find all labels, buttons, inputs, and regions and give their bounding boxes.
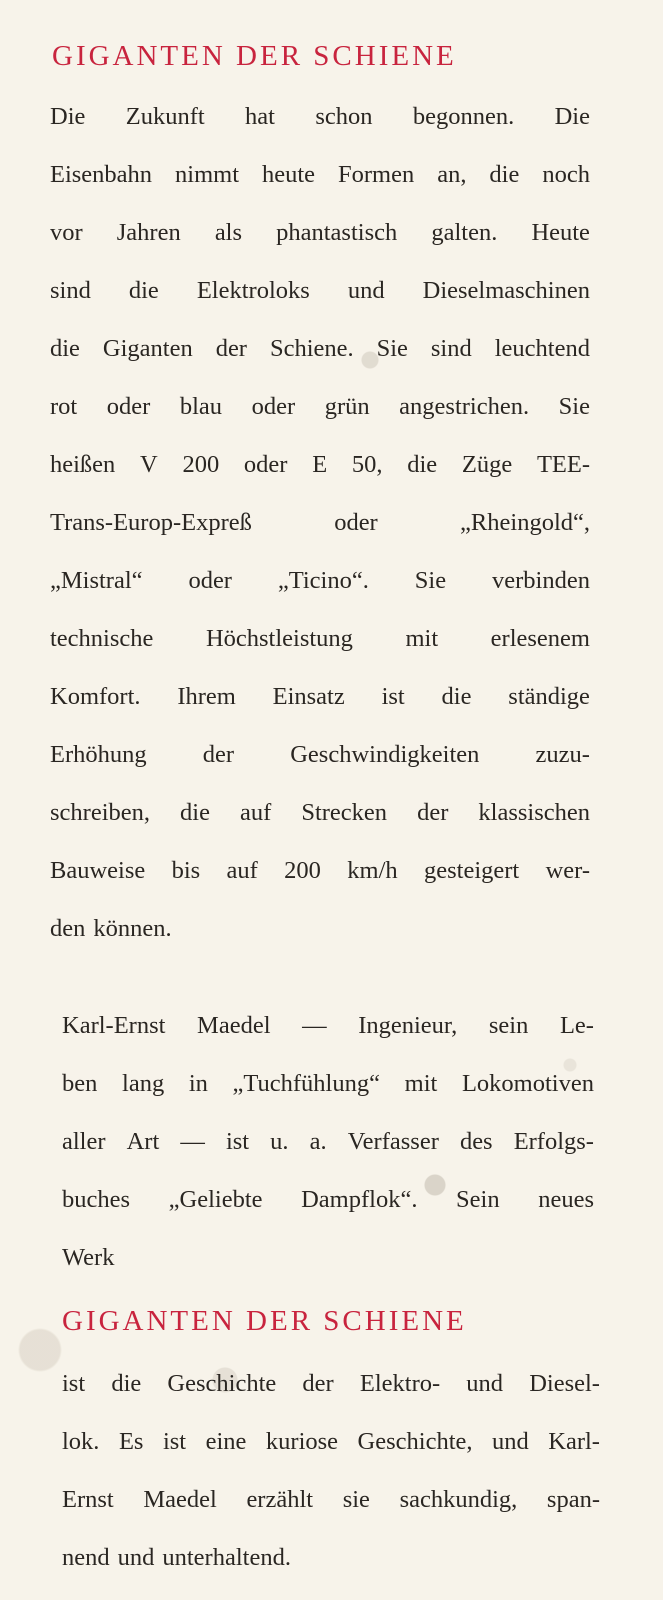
text-line: [62, 997, 594, 1055]
word: Maedel: [197, 1012, 271, 1039]
text-line: [50, 204, 590, 262]
word: wer-: [545, 857, 590, 884]
title-heading: GIGANTEN DER SCHIENE: [52, 40, 457, 72]
word: Eisenbahn: [50, 161, 153, 188]
word: und: [466, 1370, 504, 1397]
word: oder: [251, 393, 296, 420]
text-line: [50, 668, 590, 726]
word: Erhöhung: [50, 741, 147, 768]
text-line: [50, 726, 590, 784]
word: Ernst: [62, 1486, 114, 1513]
word: auf: [240, 799, 272, 826]
word: span-: [546, 1486, 600, 1513]
word: „Tuchfühlung“: [232, 1070, 380, 1097]
word: E: [312, 451, 328, 478]
word: Dampflok“.: [301, 1186, 418, 1213]
word: ben: [62, 1070, 98, 1097]
text-line: [62, 1355, 600, 1413]
word: 50,: [351, 451, 383, 478]
word: lang: [122, 1070, 165, 1097]
word: TEE-: [536, 451, 590, 478]
text-line: [50, 842, 590, 900]
word: Dieselmaschinen: [422, 277, 590, 304]
word: den: [50, 915, 86, 942]
word: Formen: [338, 161, 415, 188]
word: nimmt: [175, 161, 240, 188]
word: die: [407, 451, 438, 478]
word: die: [50, 335, 80, 362]
word: und: [492, 1428, 529, 1455]
word: Bauweise: [50, 857, 146, 884]
word: heißen: [50, 451, 116, 478]
word: Heute: [531, 219, 590, 246]
word: Erfolgs-: [513, 1128, 594, 1155]
word: oder: [334, 509, 378, 536]
text-line: [50, 494, 590, 552]
word: der: [215, 335, 247, 362]
word: u.: [270, 1128, 289, 1155]
text-line: [50, 320, 590, 378]
word: klassischen: [478, 799, 590, 826]
word: Es: [118, 1428, 144, 1455]
word: in: [188, 1070, 208, 1097]
word: und: [347, 277, 385, 304]
word: noch: [542, 161, 590, 188]
word: aller: [62, 1128, 106, 1155]
text-line: [62, 1529, 600, 1587]
word: leuchtend: [494, 335, 590, 362]
word: ist: [162, 1428, 187, 1455]
word: mit: [404, 1070, 438, 1097]
word: Einsatz: [272, 683, 345, 710]
word: 200: [284, 857, 321, 884]
text-line: [62, 1229, 594, 1287]
word: —: [302, 1012, 327, 1039]
word: unterhaltend.: [162, 1544, 291, 1571]
word: und: [117, 1544, 155, 1571]
word: Die: [50, 103, 86, 130]
word: V: [140, 451, 158, 478]
word: heute: [261, 161, 316, 188]
word: Maedel: [143, 1486, 217, 1513]
word: als: [214, 219, 243, 246]
word: nend: [62, 1544, 110, 1571]
word: oder: [243, 451, 288, 478]
word: Züge: [461, 451, 513, 478]
word: angestrichen.: [399, 393, 530, 420]
word: hat: [245, 103, 275, 130]
word: an,: [437, 161, 467, 188]
word: Komfort.: [50, 683, 141, 710]
text-line: [50, 262, 590, 320]
word: galten.: [431, 219, 498, 246]
word: blau: [179, 393, 223, 420]
word: schreiben,: [50, 799, 150, 826]
word: Elektro-: [359, 1370, 441, 1397]
text-line: [62, 1171, 594, 1229]
text-line: [62, 1113, 594, 1171]
word: Ingenieur,: [358, 1012, 458, 1039]
word: gesteigert: [423, 857, 520, 884]
word: Diesel-: [529, 1370, 600, 1397]
word: Die: [554, 103, 590, 130]
word: die: [489, 161, 520, 188]
word: vor: [50, 219, 83, 246]
word: sind: [430, 335, 472, 362]
word: Sie: [376, 335, 408, 362]
word: Lokomotiven: [461, 1070, 594, 1097]
word: Karl-Ernst: [62, 1012, 166, 1039]
word: „Ticino“.: [277, 567, 369, 594]
word: die: [180, 799, 210, 826]
text-line: [50, 900, 590, 958]
word: technische: [50, 625, 154, 652]
word: verbinden: [491, 567, 590, 594]
text-line: [62, 1413, 600, 1471]
word: Sein: [456, 1186, 500, 1213]
body-paragraph: [50, 88, 590, 958]
word: buches: [62, 1186, 131, 1213]
word: schon: [315, 103, 373, 130]
text-line: [50, 552, 590, 610]
word: der: [417, 799, 449, 826]
word: auf: [226, 857, 258, 884]
text-line: [62, 1055, 594, 1113]
word: 200: [182, 451, 220, 478]
word: die: [441, 683, 472, 710]
word: Karl-: [548, 1428, 600, 1455]
text-line: [50, 146, 590, 204]
word: eine: [205, 1428, 247, 1455]
word: Geschichte: [167, 1370, 277, 1397]
text-line: [50, 378, 590, 436]
text-line: [62, 1471, 600, 1529]
word: ständige: [508, 683, 590, 710]
word: phantastisch: [276, 219, 398, 246]
word: Sie: [558, 393, 590, 420]
word: „Rheingold“,: [460, 509, 590, 536]
word: mit: [405, 625, 439, 652]
word: Werk: [62, 1244, 115, 1271]
word: die: [111, 1370, 142, 1397]
text-line: [50, 436, 590, 494]
word: Schiene.: [269, 335, 354, 362]
word: „Geliebte: [168, 1186, 263, 1213]
word: erzählt: [246, 1486, 314, 1513]
word: sein: [488, 1012, 529, 1039]
word: Strecken: [301, 799, 388, 826]
word: der: [202, 741, 235, 768]
word: sie: [342, 1486, 370, 1513]
word: Höchstleistung: [205, 625, 353, 652]
text-line: [50, 610, 590, 668]
word: ist: [62, 1370, 86, 1397]
text-line: [50, 88, 590, 146]
word: können.: [93, 915, 172, 942]
word: grün: [324, 393, 370, 420]
word: begonnen.: [412, 103, 515, 130]
word: zuzu-: [535, 741, 590, 768]
word: ist: [225, 1128, 250, 1155]
word: Giganten: [102, 335, 193, 362]
word: sachkundig,: [399, 1486, 518, 1513]
word: km/h: [347, 857, 398, 884]
word: die: [128, 277, 159, 304]
word: Elektroloks: [196, 277, 310, 304]
word: sind: [50, 277, 91, 304]
word: —: [180, 1128, 205, 1155]
word: bis: [171, 857, 201, 884]
title-heading-repeat: GIGANTEN DER SCHIENE: [62, 1305, 467, 1337]
word: lok.: [62, 1428, 100, 1455]
word: Sie: [414, 567, 447, 594]
word: neues: [538, 1186, 594, 1213]
word: Geschichte,: [357, 1428, 473, 1455]
word: Ihrem: [177, 683, 236, 710]
word: rot: [50, 393, 78, 420]
closing-paragraph: [62, 1355, 600, 1587]
word: oder: [106, 393, 151, 420]
word: Verfasser: [347, 1128, 439, 1155]
word: Geschwindigkeiten: [290, 741, 480, 768]
word: Art: [126, 1128, 160, 1155]
word: Zukunft: [125, 103, 205, 130]
word: erlesenem: [490, 625, 590, 652]
word: „Mistral“: [50, 567, 143, 594]
word: kuriose: [265, 1428, 339, 1455]
word: a.: [309, 1128, 327, 1155]
word: der: [302, 1370, 334, 1397]
word: oder: [188, 567, 232, 594]
word: Trans-Europ-Expreß: [50, 509, 252, 536]
text-line: [50, 784, 590, 842]
word: ist: [381, 683, 405, 710]
author-paragraph: [62, 997, 594, 1287]
word: Le-: [559, 1012, 594, 1039]
word: des: [459, 1128, 493, 1155]
word: Jahren: [116, 219, 181, 246]
